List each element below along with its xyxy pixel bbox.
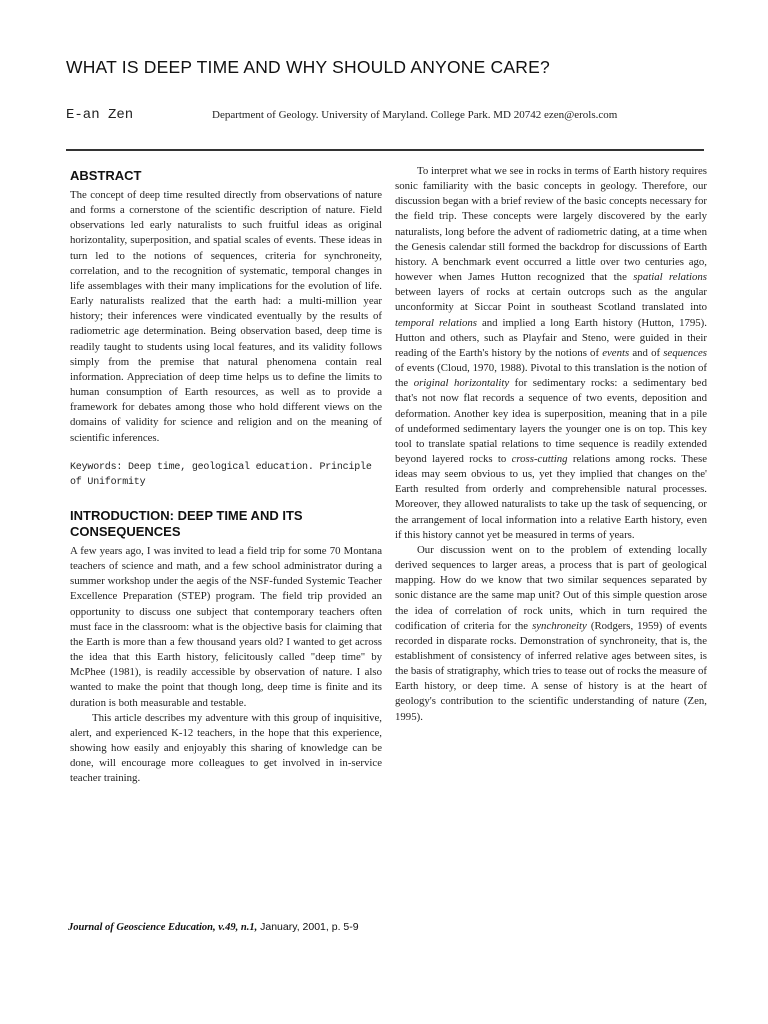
emphasis-cross-cutting: cross-cutting [511,452,568,465]
header-divider [66,149,704,151]
text-run: To interpret what we see in rocks in terms of Earth history requires sonic familiarity with the basic concepts in geology. Therefore, our discussion began with a brief review of the basic concepts necessary for the field trip. These concepts were largely discovered by the early naturalists, long before the advent of radiometric dating, at a time when the Genesis calendar still formed the backdrop for discussions of Earth history. A benchmark event occurred a little over two centuries ago, however when James Hutton recognized that the [395,165,707,284]
text-run: for sedimentary rocks: a sedimentary bed that's not now flat records a sequence of two events, deposition and deformation. Another key idea is superposition, meaning that in a pile of undeformed sedimentary layers the younger one is on top. This key tool to translate spatial relations to time sequence is readily extended beyond layered rocks to [395,377,708,465]
text-run: and implied a long Earth history (Hutton, 1795). Hutton and others, such as Playfair and Steno, were guided in their reading of the Earth's history by the notions of [395,316,707,359]
emphasis-temporal-relations: temporal relations [395,316,477,329]
citation-date-pages: January, 2001, p. 5-9 [257,921,359,933]
text-run: relations among rocks. These ideas may seem obvious to us, yet they implied that changes on the' Earth resulted from orderly and comprehensible natural processes. Moreover, they allowed naturalists to take up the task of sequencing, or the arrangement of local information into a relative Earth history, even if this history cannot yet be measured in terms of years. [395,452,707,541]
text-run: of events (Cloud, 1970, 1988). Pivotal to this translation is the notion of the [395,362,707,390]
text-run: and of [629,346,664,359]
abstract-heading: ABSTRACT [70,168,142,183]
journal-name: Journal of Geoscience Education, v.49, n.1, [68,922,258,933]
keywords: Keywords: Deep time, geological education. Principle of Uniformity [70,461,372,488]
author-name: E-an Zen [66,107,134,123]
author-affiliation: Department of Geology. University of Maryland. College Park. MD 20742 ezen@erols.com [212,109,618,121]
page-title: WHAT IS DEEP TIME AND WHY SHOULD ANYONE CARE? [66,57,550,77]
abstract-text: The concept of deep time resulted directly from observations of nature and forms a cornerstone of the scientific description of nature. Field observations led early naturalists to such fruitful ideas as original horizontality, superposition, and spatial scales of events. These ideas in turn led to the notions of sequences, criteria for synchroneity, correlation, and to the recognition of systematic, temporal changes in life assemblages with their many implications for the evolution of life. Early naturalists realized that the earth had: a multi-million year history; their inferences were vindicated eventually by the results of radiometric age determination. Being observation based, deep time is readily taught to students using local features, and its validity follows simply from the premise that natural phenomena contain real information. Appreciation of deep time helps us to define the limits to human consumption of Earth resources, as well as to provide a framework for debates among those who hold different views on the domains of validity for science and religion and on the meaning of scientific inferences. [70,189,382,444]
emphasis-synchroneity: synchroneity [532,619,587,632]
right-column [395,164,707,725]
emphasis-spatial-relations: spatial relations [633,271,707,284]
emphasis-events: events [602,346,630,359]
journal-citation [68,921,359,933]
text-run: between layers of rocks at certain outcrops such as the angular unconformity at Siccar Point in southeast Scotland translated into [395,286,707,314]
body-paragraph-2 [395,543,707,725]
emphasis-original-horizontality: original horizontality [413,377,510,390]
intro-paragraph-1: A few years ago, I was invited to lead a field trip for some 70 Montana teachers of science and math, and a few school administrator during a summer workshop under the aegis of the NSF-funded Systemic Teacher Excellence Preparation (STEP) program. The field trip provided an opportunity to discuss one subject that contemporary teachers often must face in the classroom: what is the objective basis for claiming that the Earth is more than a few thousand years old? I wanted to get across the idea that this Earth history, felicitously called "deep time" by McPhee (1981), is readily accessible by observation of nature. I also wanted to make the point that though long, deep time is finite and its duration is both measurable and testable. [70,544,382,709]
introduction-heading: INTRODUCTION: DEEP TIME AND ITS CONSEQUENCES [70,507,303,539]
text-run: Our discussion went on to the problem of extending locally derived sequences to larger areas, a process that is part of geological mapping. How do we know that two similar sequences separated by sonic distance are the same map unit? Out of this simple question arose the idea of correlation of rock units, which in turn required the codification of criteria for the [395,543,707,632]
text-run: (Rodgers, 1959) of events recorded in disparate rocks. Demonstration of synchroneity, that is, the establishment of consistency of inferred relative ages between sites, is the basis of stratigraphy, which tries to tease out of rocks the measure of Earth history, or deep time. A sense of history is at the heart of geology's contribution to the scientific understanding of nature (Zen, 1995). [395,619,707,723]
body-paragraph-1 [395,164,707,543]
intro-paragraph-2: This article describes my adventure with this group of inquisitive, alert, and experienced K-12 teachers, in the hope that this experience, showing how easily and enjoyably this sharing of knowledge can be done, will encourage more colleagues to get involved in in-service teacher training. [70,711,382,785]
emphasis-sequences: sequences [663,346,707,359]
left-column [70,166,382,786]
